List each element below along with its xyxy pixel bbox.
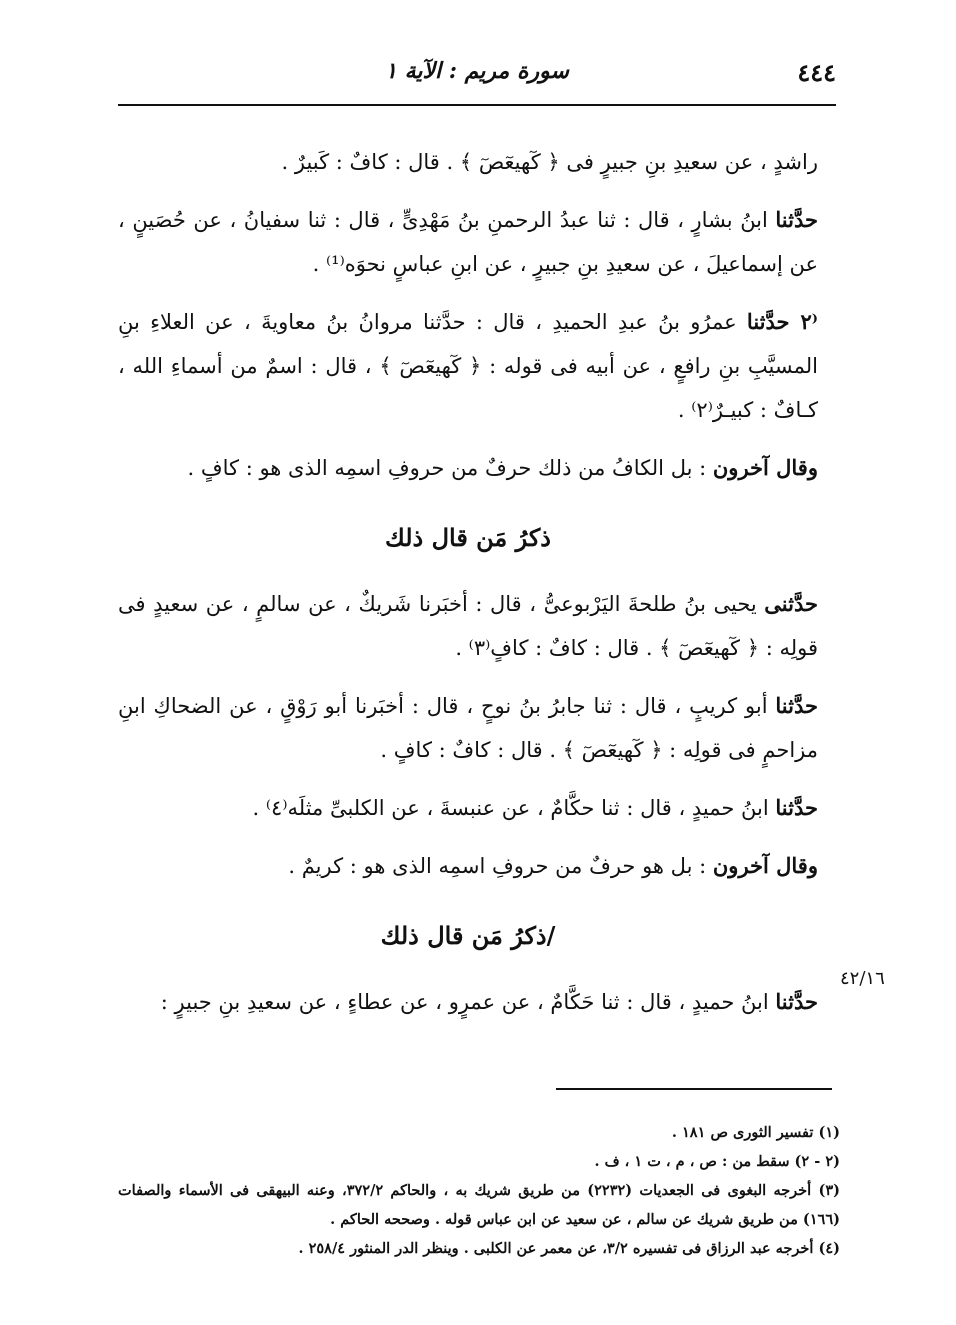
footnote: (٤) أخرجه عبد الرزاق فى تفسيره ٣/٢، عن معمر عن الكلبى . وينظر الدر المنثور ٢٥٨/٤ . [298, 1240, 840, 1257]
footnote: (١) تفسير الثورى ص ١٨١ . [671, 1124, 840, 1141]
paragraph-lead: حدَّثنا [775, 693, 818, 718]
header-rule [118, 104, 836, 106]
paragraph [118, 684, 818, 772]
paragraph-lead: حدَّثنا [775, 795, 818, 820]
paragraph-lead: وقال آخرون [712, 853, 818, 878]
paragraph-lead: حدَّثنى [764, 591, 818, 616]
paragraph [118, 140, 818, 184]
paragraph-text: : بل الكافُ من ذلك حرفٌ من حروفِ اسمِه الذى هو : كافٍ . [187, 456, 713, 480]
section-heading: /ذكرُ مَن قال ذلك [380, 921, 556, 950]
paragraph-text: ابنُ حميدٍ ، قال : ثنا حكَّامٌ ، عن عنبسةَ ، عن الكلبىِّ مثلَه⁽٤⁾ . [252, 796, 776, 820]
paragraph-text: ابنُ حميدٍ ، قال : ثنا حَكَّامٌ ، عن عمرٍو ، عن عطاءٍ ، عن سعيدِ بنِ جبيرٍ : [160, 990, 776, 1014]
footnote-rule [556, 1088, 832, 1090]
paragraph [118, 844, 818, 888]
paragraph-text: يحيى بنُ طلحةَ اليَرْبوعىُّ ، قال : أخبَرنا شَريكٌ ، عن سالمٍ ، عن سعيدٍ فى قولِه : ﴿ كٓهيعٓصٓ ﴾ . قال : كافٌ : كافٍ⁽٣⁾ . [118, 592, 818, 660]
paragraph-text: : بل هو حرفٌ من حروفِ اسمِه الذى هو : كريمٌ . [288, 854, 713, 878]
paragraph [118, 980, 818, 1024]
paragraph-lead: ⁽٢ حدَّثنا [746, 309, 818, 334]
paragraph-lead: وقال آخرون [712, 455, 818, 480]
paragraph [118, 300, 818, 432]
paragraph-text: عمرُو بنُ عبدِ الحميدِ ، قال : حدَّثنا مروانُ بنُ معاويةَ ، عن العلاءِ بنِ المسيَّبِ بنِ رافعٍ ، عن أبيه فى قوله : ﴿ كٓهيعٓصٓ ﴾ ، قال : اسمٌ من أسماءِ الله ، كـافٌ : كبيـرٌ⁽٢⁾ . [118, 310, 818, 422]
footnotes [118, 1118, 840, 1263]
footnote: (٢ - ٢) سقط من : ص ، م ، ت ١ ، ف . [594, 1153, 840, 1170]
main-text [118, 140, 818, 1038]
paragraph [118, 198, 818, 286]
paragraph-lead: حدَّثنا [775, 207, 818, 232]
paragraph-text: أبو كريبٍ ، قال : ثنا جابرُ بنُ نوحٍ ، قال : أخبَرنا أبو رَوْقٍ ، عن الضحاكِ ابنِ مزاحمٍ فى قولِه : ﴿ كٓهيعٓصٓ ﴾ . قال : كافٌ : كافٍ . [118, 694, 818, 762]
paragraph-lead: حدَّثنا [775, 989, 818, 1014]
paragraph-text: راشدٍ ، عن سعيدِ بنِ جبيرٍ فى ﴿ كٓهيعٓصٓ ﴾ . قال : كافٌ : كَبيرٌ . [281, 150, 818, 174]
page-number: ٤٤٤ [797, 58, 836, 87]
page-header [118, 58, 836, 92]
section-heading: ذكرُ مَن قال ذلك [385, 523, 551, 552]
paragraph [118, 446, 818, 490]
running-title: سورة مريم : الآية ١ [385, 58, 569, 84]
paragraph-text: ابنُ بشارٍ ، قال : ثنا عبدُ الرحمنِ بنُ مَهْدِىٍّ ، قال : ثنا سفيانُ ، عن حُصَينٍ ، عن إسماعيلَ ، عن سعيدِ بنِ جبيرٍ ، عن ابنِ عباسٍ نحوَه⁽¹⁾ . [118, 208, 818, 276]
paragraph [118, 582, 818, 670]
footnote: (٣) أخرجه البغوى فى الجعديات (٢٢٣٢) من طريق شريك به ، والحاكم ٣٧٢/٢، وعنه البيهقى فى الأسماء والصفات (١٦٦) من طريق شريك عن سالم ، عن سعيد عن ابن عباس قوله . وصححه الحاكم . [118, 1182, 840, 1228]
margin-page-reference: ٤٢/١٦ [840, 968, 885, 989]
paragraph [118, 786, 818, 830]
